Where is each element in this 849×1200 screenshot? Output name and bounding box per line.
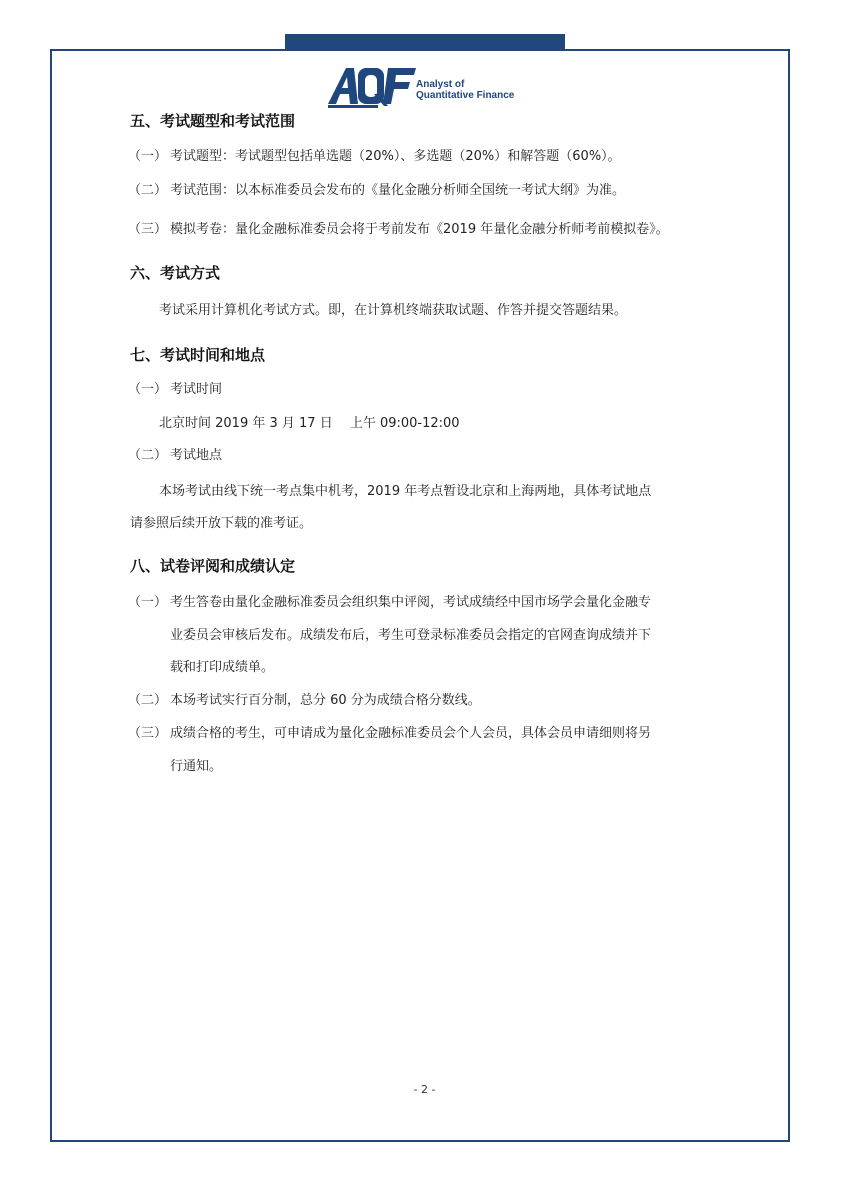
item-number: （三） [128,726,168,741]
header-accent-bar [285,34,565,49]
section-heading: 六、考试方式 [130,264,221,282]
item-text: 考生答卷由量化金融标准委员会组织集中评阅，考试成绩经中国市场学会量化金融专 [170,595,652,610]
logo-text [416,79,514,101]
exam-place-line: 本场考试由线下统一考点集中机考，2019 年考点暂设北京和上海两地，具体考试地点 [159,484,652,499]
item-text: 考试范围：以本标准委员会发布的《量化金融分析师全国统一考试大纲》为准。 [170,183,626,198]
item-number: （一） [128,595,168,610]
item-text: 成绩合格的考生，可申请成为量化金融标准委员会个人会员，具体会员申请细则将另 [170,726,652,741]
item-number: （二） [128,693,168,708]
page-number: - 2 - [413,1083,436,1096]
paragraph: 考试采用计算机化考试方式。即，在计算机终端获取试题、作答并提交答题结果。 [159,303,628,318]
exam-place-line: 请参照后续开放下载的准考证。 [130,516,313,531]
aqf-logo [328,64,538,110]
item-text: 本场考试实行百分制，总分 60 分为成绩合格分数线。 [170,693,481,708]
item-text: 业委员会审核后发布。成绩发布后，考生可登录标准委员会指定的官网查询成绩并下 [170,628,652,643]
item-text: 载和打印成绩单。 [170,660,275,675]
item-text: 行通知。 [170,759,223,774]
aqf-logo-mark-icon [328,64,418,110]
item-number: （三） [128,222,168,237]
item-number: （一） [128,149,168,164]
logo-line-1: Analyst of [416,79,465,90]
item-text: 考试地点 [170,448,223,463]
item-text: 考试时间 [170,382,223,397]
section-heading: 八、试卷评阅和成绩认定 [130,557,296,575]
item-number: （一） [128,382,168,397]
exam-time-line: 北京时间 2019 年 3 月 17 日 上午 09:00-12:00 [159,416,460,431]
section-heading: 七、考试时间和地点 [130,346,266,364]
item-number: （二） [128,183,168,198]
item-text: 考试题型：考试题型包括单选题（20%）、多选题（20%）和解答题（60%）。 [170,149,621,164]
logo-line-2: Quantitative Finance [416,90,515,101]
item-text: 模拟考卷：量化金融标准委员会将于考前发布《2019 年量化金融分析师考前模拟卷》。 [170,222,669,237]
item-number: （二） [128,448,168,463]
section-heading: 五、考试题型和考试范围 [130,112,296,130]
